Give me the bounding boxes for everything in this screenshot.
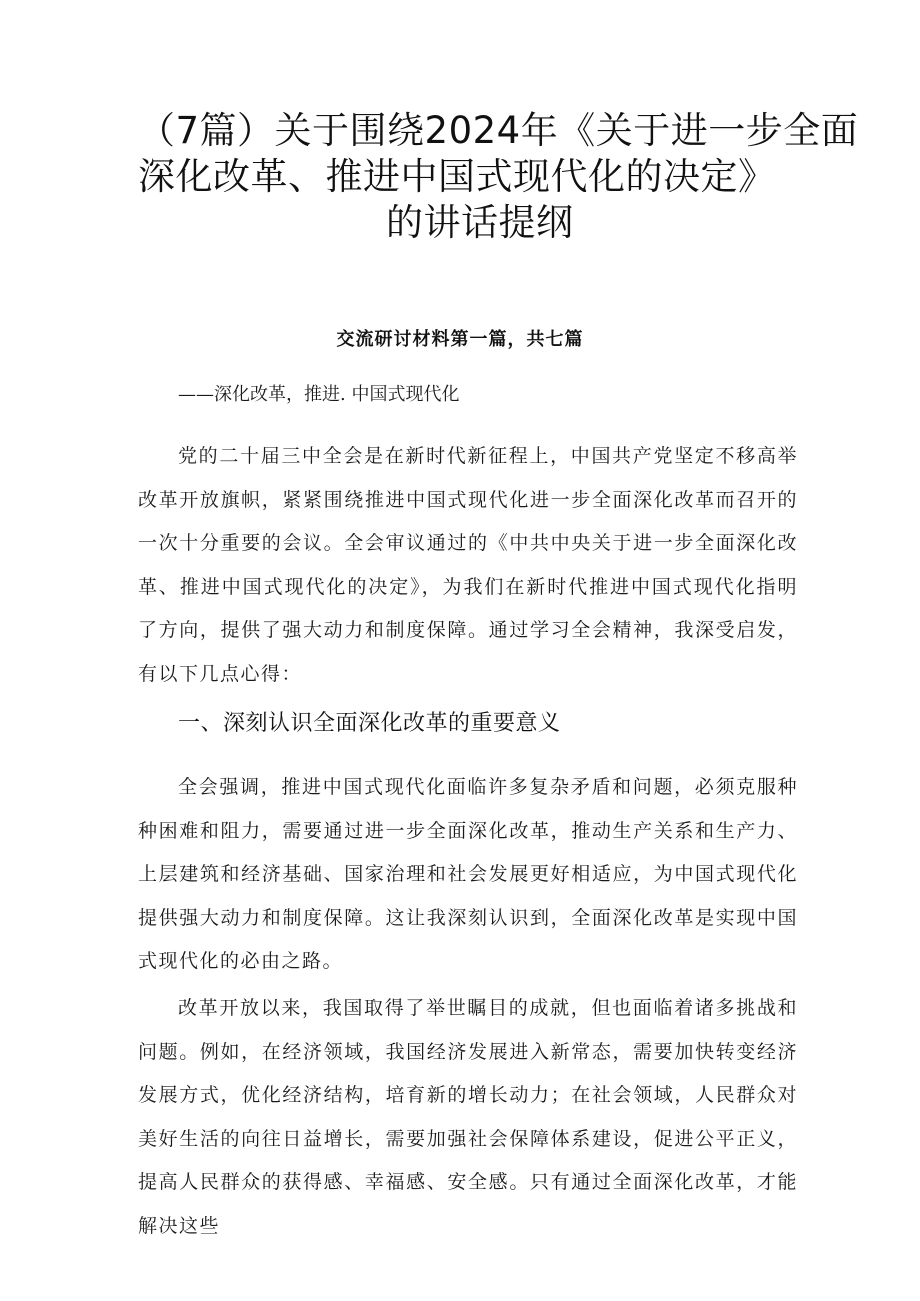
title-line-1: （7篇）关于围绕2024年《关于进一步全面 — [138, 109, 859, 152]
title-line-2: 深化改革、推进中国式现代化的决定》 — [138, 155, 776, 198]
section-heading-1: 一、深刻认识全面深化改革的重要意义 — [178, 711, 561, 736]
paragraph-section-1-a: 全会强调，推进中国式现代化面临许多复杂矛盾和问题，必须克服种种困难和阻力，需要通过进一步全面深化改革，推动生产关系和生产力、上层建筑和经济基础、国家治理和社会发展更好相适应，为中国式现代化提供强大动力和制度保障。这让我深刻认识到，全面深化改革是实现中国式现代化的必由之路。 — [138, 776, 798, 972]
paragraph-section-1-b: 改革开放以来，我国取得了举世瞩目的成就，但也面临着诸多挑战和问题。例如，在经济领域，我国经济发展进入新常态，需要加快转变经济发展方式，优化经济结构，培育新的增长动力；在社会领域，人民群众对美好生活的向往日益增长，需要加强社会保障体系建设，促进公平正义，提高人民群众的获得感、幸福感、安全感。只有通过全面深化改革，才能解决这些 — [138, 997, 798, 1237]
document-subtitle: 交流研讨材料第一篇，共七篇 — [336, 329, 584, 350]
paragraph-intro: 党的二十届三中全会是在新时代新征程上，中国共产党坚定不移高举改革开放旗帜，紧紧围绕推进中国式现代化进一步全面深化改革而召开的一次十分重要的会议。全会审议通过的《中共中央关于进一步全面深化改革、推进中国式现代化的决定》，为我们在新时代推进中国式现代化指明了方向，提供了强大动力和制度保障。通过学习全会精神，我深受启发，有以下几点心得： — [138, 445, 798, 685]
document-title — [138, 108, 859, 246]
theme-line: ——深化改革，推进. 中国式现代化 — [178, 384, 460, 405]
title-line-3: 的讲话提纲 — [386, 201, 574, 244]
